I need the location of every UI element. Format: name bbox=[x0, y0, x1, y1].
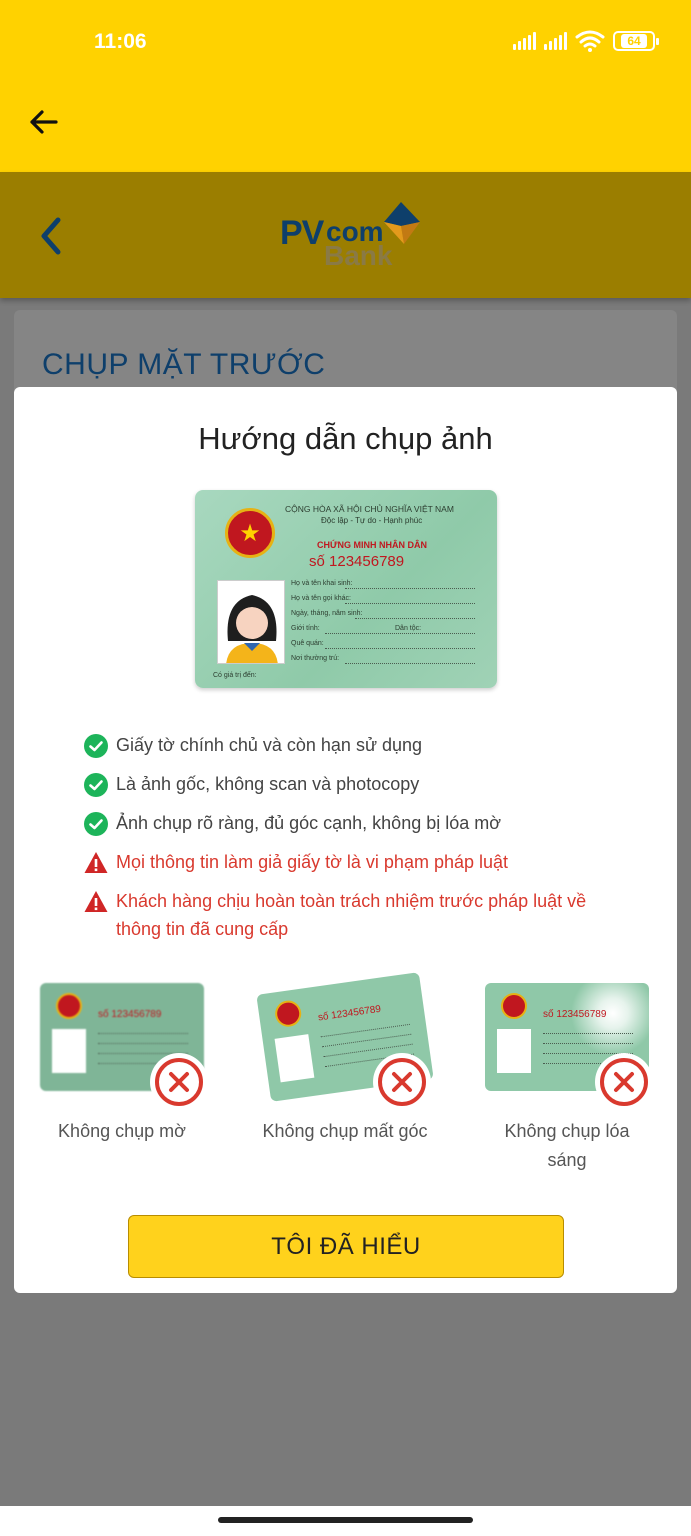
status-time: 11:06 bbox=[94, 30, 147, 53]
mini-card-number: số 123456789 bbox=[98, 1009, 162, 1020]
signal-icon bbox=[513, 32, 536, 50]
national-emblem-icon: ★ bbox=[225, 508, 275, 558]
sample-label: Không chụp mờ bbox=[58, 1121, 186, 1141]
sample-blurry bbox=[22, 983, 222, 1146]
page-title: CHỤP MẶT TRƯỚC bbox=[42, 348, 326, 381]
battery-level: 64 bbox=[621, 34, 646, 48]
understood-button[interactable]: TÔI ĐÃ HIỂU bbox=[128, 1215, 564, 1278]
rule-text: Giấy tờ chính chủ và còn hạn sử dụng bbox=[116, 735, 423, 755]
portrait-photo bbox=[217, 580, 285, 664]
status-icons bbox=[513, 30, 655, 52]
rule-text: Mọi thông tin làm giả giấy tờ là vi phạm pháp luật bbox=[116, 852, 509, 872]
card-field: Họ và tên khai sinh: bbox=[291, 580, 353, 587]
photo-guide-dialog bbox=[14, 387, 677, 1293]
top-app-bar bbox=[0, 86, 691, 172]
guide-rules bbox=[84, 733, 644, 956]
bad-samples bbox=[14, 983, 677, 1183]
check-circle-icon bbox=[84, 734, 108, 758]
id-card-illustration bbox=[195, 490, 497, 688]
card-footer: Có giá trị đến: bbox=[213, 672, 257, 679]
rule-item bbox=[84, 850, 644, 876]
back-arrow-icon[interactable] bbox=[26, 104, 62, 140]
rule-item bbox=[84, 811, 644, 837]
logo-com: com bbox=[326, 216, 384, 247]
battery-icon bbox=[613, 31, 655, 51]
card-number: số 123456789 bbox=[309, 553, 405, 570]
sample-label: Không chụp lóa sáng bbox=[504, 1121, 630, 1170]
card-field: Họ và tên gọi khác: bbox=[291, 595, 351, 602]
page-header bbox=[0, 172, 691, 298]
sample-cropped bbox=[245, 983, 445, 1146]
card-country: CỘNG HÒA XÃ HỘI CHỦ NGHĨA VIỆT NAM bbox=[285, 504, 454, 514]
rule-text: Ảnh chụp rõ ràng, đủ góc cạnh, không bị lóa mờ bbox=[116, 813, 502, 833]
mini-card-number: số 123456789 bbox=[317, 1003, 382, 1024]
status-bar bbox=[0, 0, 691, 86]
rule-text: Khách hàng chịu hoàn toàn trách nhiệm trước pháp luật về thông tin đã cung cấp bbox=[116, 891, 587, 939]
rule-item bbox=[84, 889, 644, 943]
card-field: Quê quán: bbox=[291, 640, 324, 647]
mini-card-number: số 123456789 bbox=[543, 1009, 607, 1020]
x-circle-icon bbox=[595, 1053, 653, 1111]
dialog-title: Hướng dẫn chụp ảnh bbox=[198, 421, 493, 456]
signal-icon bbox=[544, 32, 567, 50]
card-field: Nơi thường trú: bbox=[291, 655, 340, 662]
rule-text: Là ảnh gốc, không scan và photocopy bbox=[116, 774, 420, 794]
card-field: Giới tính: bbox=[291, 625, 320, 632]
home-gesture-bar[interactable] bbox=[218, 1517, 473, 1523]
card-field: Ngày, tháng, năm sinh: bbox=[291, 610, 363, 617]
card-heading: CHỨNG MINH NHÂN DÂN bbox=[317, 540, 427, 550]
warning-triangle-icon bbox=[84, 890, 108, 914]
logo-pv: PV bbox=[280, 214, 324, 252]
sample-glare bbox=[467, 983, 667, 1175]
check-circle-icon bbox=[84, 812, 108, 836]
pvcombank-logo bbox=[280, 200, 430, 270]
card-motto: Độc lập - Tự do - Hạnh phúc bbox=[321, 516, 423, 525]
card-field: Dân tộc: bbox=[395, 625, 422, 632]
sample-label: Không chụp mất góc bbox=[262, 1121, 428, 1141]
rule-item bbox=[84, 772, 644, 798]
rule-item bbox=[84, 733, 644, 759]
logo-diamond-icon bbox=[380, 202, 422, 246]
x-circle-icon bbox=[150, 1053, 208, 1111]
wifi-icon bbox=[575, 30, 605, 52]
chevron-left-icon[interactable] bbox=[36, 214, 66, 258]
x-circle-icon bbox=[373, 1053, 431, 1111]
check-circle-icon bbox=[84, 773, 108, 797]
warning-triangle-icon bbox=[84, 851, 108, 875]
system-nav-bar bbox=[0, 1506, 691, 1536]
logo-bank: Bank bbox=[324, 240, 393, 271]
